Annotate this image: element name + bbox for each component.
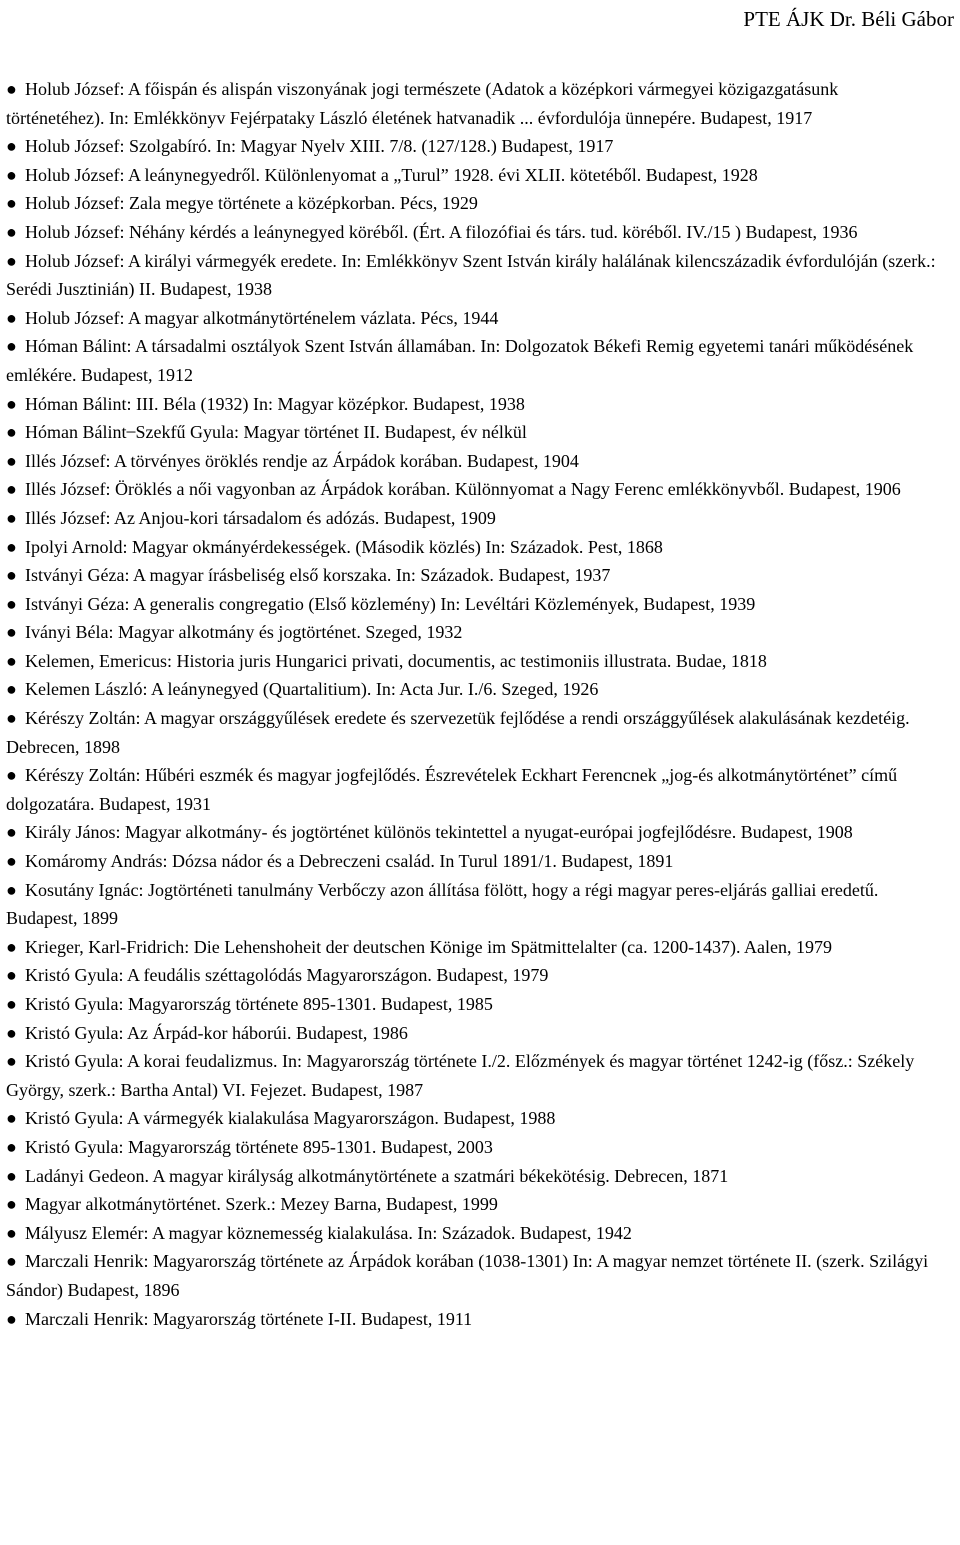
bibliography-entry (6, 961, 936, 990)
entry-text: Illés József: Öröklés a női vagyonban az Árpádok korában. Különnyomat a Nagy Ferenc emlékkönyvből. Budapest, 1906 (25, 479, 901, 500)
entry-text: Marczali Henrik: Magyarország története I-II. Budapest, 1911 (25, 1308, 473, 1329)
entry-text: Krieger, Karl-Fridrich: Die Lehenshoheit der deutschen Könige im Spätmittelalter (ca. 1200-1437). Aalen, 1979 (25, 936, 833, 957)
bibliography-entry (6, 332, 936, 389)
bibliography-entry (6, 561, 936, 590)
entry-text: Kérészy Zoltán: A magyar országgyűlések eredete és szervezetük fejlődése a rendi országgyűlések alakulásának kezdetéig. Debrecen, 1898 (6, 708, 910, 757)
bullet-icon: ● (6, 622, 17, 643)
bullet-icon: ● (6, 565, 17, 586)
bullet-icon: ● (6, 708, 17, 729)
entry-text: Komáromy András: Dózsa nádor és a Debreczeni család. In Turul 1891/1. Budapest, 1891 (25, 851, 674, 872)
bibliography-entry (6, 876, 936, 933)
entry-text: Kristó Gyula: A vármegyék kialakulása Magyarországon. Budapest, 1988 (25, 1108, 556, 1129)
entry-text: Illés József: Az Anjou-kori társadalom és adózás. Budapest, 1909 (25, 507, 496, 528)
entry-text: Holub József: A főispán és alispán viszonyának jogi természete (Adatok a középkori vármegyei közigazgatásunk történetéhez). In: Emlékkönyv Fejérpataky László életének hatvanadik ... évfordulója ünnepére. Budapest, 1917 (6, 79, 839, 128)
entry-text: Holub József: Néhány kérdés a leánynegyed köréből. (Ért. A filozófiai és társ. tud. köréből. IV./15 ) Budapest, 1936 (25, 221, 858, 242)
bullet-icon: ● (6, 1194, 17, 1215)
bibliography-entry (6, 447, 936, 476)
entry-text: Ladányi Gedeon. A magyar királyság alkotmánytörténete a szatmári békekötésig. Debrecen, 1871 (25, 1165, 729, 1186)
entry-text: Kérészy Zoltán: Hűbéri eszmék és magyar jogfejlődés. Észrevételek Eckhart Ferencnek „jog-és alkotmánytörténet” című dolgozatára. Budapest, 1931 (6, 765, 898, 814)
bullet-icon: ● (6, 1022, 17, 1043)
entry-text: Marczali Henrik: Magyarország története az Árpádok korában (1038-1301) In: A magyar nemzet története II. (szerk. Szilágyi Sándor) Budapest, 1896 (6, 1251, 929, 1300)
entry-text: Mályusz Elemér: A magyar köznemesség kialakulása. In: Századok. Budapest, 1942 (25, 1222, 632, 1243)
entry-text: Istványi Géza: A magyar írásbeliség első korszaka. In: Századok. Budapest, 1937 (25, 565, 611, 586)
bibliography-entry (6, 647, 936, 676)
bibliography-entry (6, 75, 936, 132)
bullet-icon: ● (6, 536, 17, 557)
entry-text: Hóman Bálint: A társadalmi osztályok Szent István államában. In: Dolgozatok Békefi Remig egyetemi tanári működésének emlékére. Budapest, 1912 (6, 336, 914, 385)
bibliography-entry (6, 304, 936, 333)
bullet-icon: ● (6, 250, 17, 271)
bullet-icon: ● (6, 936, 17, 957)
entry-text: Magyar alkotmánytörténet. Szerk.: Mezey Barna, Budapest, 1999 (25, 1194, 498, 1215)
entry-text: Kristó Gyula: A feudális széttagolódás Magyarországon. Budapest, 1979 (25, 965, 549, 986)
entry-text: Istványi Géza: A generalis congregatio (Első közlemény) In: Levéltári Közlemények, Budapest, 1939 (25, 593, 756, 614)
entry-text: Kristó Gyula: Az Árpád-kor háborúi. Budapest, 1986 (25, 1022, 408, 1043)
bibliography-entry (6, 675, 936, 704)
bullet-icon: ● (6, 164, 17, 185)
bibliography-entry (6, 1219, 936, 1248)
entry-text: Király János: Magyar alkotmány- és jogtörténet különös tekintettel a nyugat-európai jogfejlődésre. Budapest, 1908 (25, 822, 853, 843)
bullet-icon: ● (6, 593, 17, 614)
bullet-icon: ● (6, 1165, 17, 1186)
bullet-icon: ● (6, 422, 17, 443)
entry-text: Hóman Bálint: III. Béla (1932) In: Magyar középkor. Budapest, 1938 (25, 393, 525, 414)
bibliography-entry (6, 218, 936, 247)
entry-text: Iványi Béla: Magyar alkotmány és jogtörténet. Szeged, 1932 (25, 622, 463, 643)
bullet-icon: ● (6, 193, 17, 214)
bibliography-entry (6, 533, 936, 562)
bullet-icon: ● (6, 1051, 17, 1072)
bullet-icon: ● (6, 650, 17, 671)
bullet-icon: ● (6, 1251, 17, 1272)
bibliography-entry (6, 418, 936, 447)
bibliography-entry (6, 1247, 936, 1304)
bullet-icon: ● (6, 1222, 17, 1243)
entry-text: Holub József: Szolgabíró. In: Magyar Nyelv XIII. 7/8. (127/128.) Budapest, 1917 (25, 136, 614, 157)
bullet-icon: ● (6, 136, 17, 157)
bibliography-entry (6, 990, 936, 1019)
bullet-icon: ● (6, 765, 17, 786)
bullet-icon: ● (6, 965, 17, 986)
bibliography-entry (6, 1019, 936, 1048)
entry-text: Kristó Gyula: Magyarország története 895-1301. Budapest, 2003 (25, 1136, 493, 1157)
entry-text: Kosutány Ignác: Jogtörténeti tanulmány Verbőczy azon állítása fölött, hogy a régi magyar peres-eljárás galliai eredetű. Budapest, 1899 (6, 879, 879, 929)
entry-text: Holub József: A királyi vármegyék eredete. In: Emlékkönyv Szent István király halálának kilencszázadik évfordulóján (szerk.: Serédi Jusztinián) II. Budapest, 1938 (6, 250, 936, 300)
entry-text: Illés József: A törvényes öröklés rendje az Árpádok korában. Budapest, 1904 (25, 450, 579, 471)
bullet-icon: ● (6, 1308, 17, 1329)
bibliography-entry (6, 247, 936, 304)
entry-text: Kristó Gyula: Magyarország története 895-1301. Budapest, 1985 (25, 994, 493, 1014)
bibliography-entry (6, 1190, 936, 1219)
bullet-icon: ● (6, 822, 17, 843)
page-header: PTE ÁJK Dr. Béli Gábor (743, 7, 954, 31)
bibliography-entry (6, 818, 936, 847)
bibliography-entry (6, 933, 936, 962)
bibliography-entry (6, 475, 936, 504)
entry-text: Holub József: A leánynegyedről. Különlenyomat a „Turul” 1928. évi XLII. kötetéből. Budapest, 1928 (25, 164, 758, 185)
bibliography-entry (6, 1133, 936, 1162)
bullet-icon: ● (6, 79, 17, 99)
bullet-icon: ● (6, 879, 17, 900)
entry-text: Kristó Gyula: A korai feudalizmus. In: Magyarország története I./2. Előzmények és magyar történet 1242-ig (fősz.: Székely György, szerk.: Bartha Antal) VI. Fejezet. Budapest, 1987 (6, 1051, 915, 1100)
bibliography-entry (6, 1305, 936, 1334)
bibliography-entry (6, 390, 936, 419)
bibliography-entry (6, 1104, 936, 1133)
bibliography-entry (6, 590, 936, 619)
entry-text: Holub József: Zala megye története a középkorban. Pécs, 1929 (25, 193, 478, 214)
entry-text: Kelemen László: A leánynegyed (Quartalitium). In: Acta Jur. I./6. Szeged, 1926 (25, 679, 599, 700)
bullet-icon: ● (6, 393, 17, 414)
bibliography-entry (6, 132, 936, 161)
bullet-icon: ● (6, 507, 17, 528)
bibliography-entry (6, 1047, 936, 1104)
bibliography-list (6, 75, 936, 1333)
bibliography-entry (6, 847, 936, 876)
bullet-icon: ● (6, 336, 17, 357)
entry-text: Holub József: A magyar alkotmánytörténelem vázlata. Pécs, 1944 (25, 307, 499, 328)
bibliography-entry (6, 1162, 936, 1191)
bibliography-entry (6, 161, 936, 190)
bibliography-entry (6, 504, 936, 533)
bullet-icon: ● (6, 479, 17, 500)
bullet-icon: ● (6, 450, 17, 471)
bullet-icon: ● (6, 307, 17, 328)
entry-text: Ipolyi Arnold: Magyar okmányérdekességek. (Második közlés) In: Századok. Pest, 1868 (25, 536, 663, 557)
bullet-icon: ● (6, 851, 17, 872)
bibliography-entry (6, 189, 936, 218)
bullet-icon: ● (6, 994, 17, 1014)
bullet-icon: ● (6, 1136, 17, 1157)
bibliography-entry (6, 618, 936, 647)
bibliography-entry (6, 761, 936, 818)
entry-text: Hóman Bálint ̶ Szekfű Gyula: Magyar történet II. Budapest, év nélkül (25, 422, 527, 443)
bullet-icon: ● (6, 1108, 17, 1129)
entry-text: Kelemen, Emericus: Historia juris Hungarici privati, documentis, ac testimoniis illustrata. Budae, 1818 (25, 650, 767, 671)
bibliography-entry (6, 704, 936, 761)
bullet-icon: ● (6, 221, 17, 242)
bullet-icon: ● (6, 679, 17, 700)
